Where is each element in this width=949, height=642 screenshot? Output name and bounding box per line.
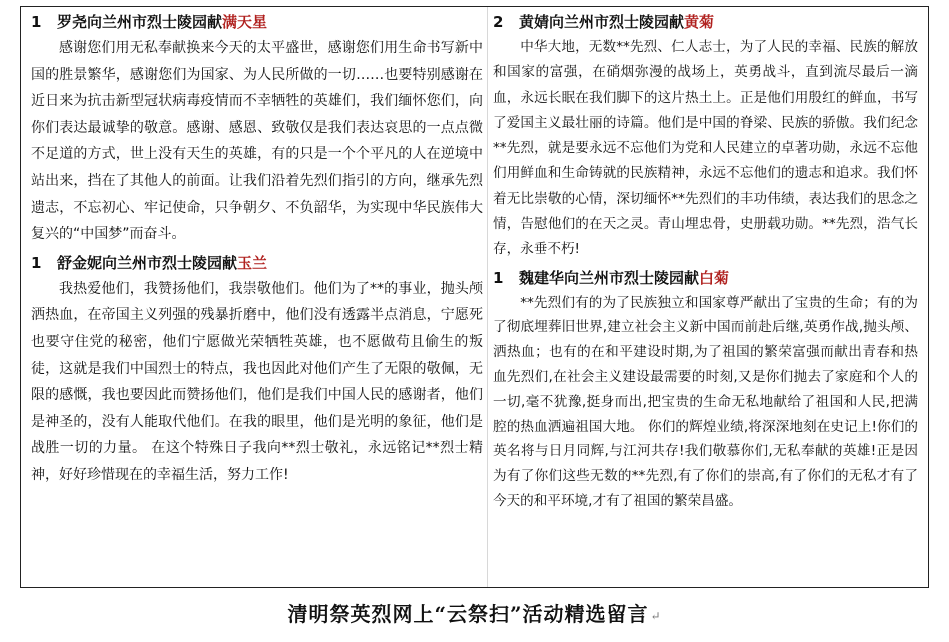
message-body: 感谢您们用无私奉献换来今天的太平盛世，感谢您们用生命书写新中国的胜景繁华，感谢您们为国家、为人民所做的一切……也要特别感谢在近日来为抗击新型冠状病毒疫情而不幸牺牲的英雄们，我们缅怀您们，向你们表达最诚挚的敬意。感谢、感恩、致敬仅是我们表达哀思的一点点微不足道的方式，世上没有天生的英雄，有的只是一个个平凡的人在逆境中站出来，挡在了其他人的前面。让我们沿着先烈们指引的方向，继承先烈遗志，不忘初心、牢记使命，只争朝夕、不负韶华，为实现中华民族伟大复兴的“中国梦”而奋斗。 <box>31 40 483 243</box>
document-frame <box>20 6 929 588</box>
figure-caption <box>0 598 949 627</box>
message-title <box>31 252 483 274</box>
flower-name: 黄菊 <box>684 13 715 31</box>
flower-name: 白菊 <box>699 268 730 287</box>
caption-text: 清明祭英烈网上“云祭扫”活动精选留言 <box>287 602 649 626</box>
message-sender: 舒金妮向兰州市烈士陵园献 <box>57 253 238 272</box>
left-column <box>31 11 483 581</box>
message-sender: 黄婧向兰州市烈士陵园献 <box>519 13 685 31</box>
message-title <box>493 11 918 33</box>
flower-name: 满天星 <box>222 13 268 31</box>
message-number: 2 <box>493 13 504 31</box>
flower-name: 玉兰 <box>237 253 268 272</box>
message-number: 1 <box>31 13 42 31</box>
message-body: 我热爱他们，我赞扬他们，我崇敬他们。他们为了**的事业，抛头颅洒热血，在帝国主义列强的残暴折磨中，他们没有透露半点消息，宁愿死也要守住党的秘密，他们宁愿做光荣牺牲英雄，也不愿做苟且偷生的叛徒，这就是我们中国烈士的特点，我也因此对他们产生了无限的敬佩，无限的感慨，我也要因此而赞扬他们，他们是我们中国人民的感谢者，他们是神圣的，没有人能取代他们。在我的眼里，他们是光明的象征，他们是战胜一切的力量。 在这个特殊日子我向**烈士敬礼，永远铭记**烈士精神，好好珍惜现在的幸福生活，努力工作! <box>31 280 483 483</box>
message-title <box>31 11 483 33</box>
message-title <box>493 267 918 289</box>
message-body: 中华大地，无数**先烈、仁人志士，为了人民的幸福、民族的解放和国家的富强，在硝烟弥漫的战场上，英勇战斗，直到流尽最后一滴血，永远长眠在我们脚下的这片热土上。正是他们用殷红的鲜血，书写了爱国主义最壮丽的诗篇。他们是中国的脊梁、民族的骄傲。我们纪念**先烈，就是要永远不忘他们为党和人民建立的卓著功勋，永远不忘他们用鲜血和生命铸就的民族精神，永远不忘他们的遗志和追求。我们怀着无比崇敬的心情，深切缅怀**先烈们的丰功伟绩，表达我们的思念之情，告慰他们的在天之灵。青山埋忠骨，史册载功勋。**先烈，浩气长存，永垂不朽! <box>493 39 918 258</box>
right-column <box>493 11 918 581</box>
message-sender: 魏建华向兰州市烈士陵园献 <box>519 268 700 287</box>
message-number: 1 <box>493 268 504 287</box>
column-divider <box>487 7 488 587</box>
message-body: **先烈们有的为了民族独立和国家尊严献出了宝贵的生命；有的为了彻底埋葬旧世界,建立社会主义新中国而前赴后继,英勇作战,抛头颅、洒热血；也有的在和平建设时期,为了祖国的繁荣富强而献出青春和热血先烈们,在社会主义建设最需要的时刻,又是你们抛去了家庭和个人的一切,毫不犹豫,挺身而出,把宝贵的生命无私地献给了祖国和人民,把满腔的热血洒遍祖国大地。 你们的辉煌业绩,将深深地刻在史记上!你们的英名将与日月同辉,与江河共存!我们敬慕你们,无私奉献的英雄!正是因为有了你们这些无数的**先烈,有了你们的崇高,有了你们的无私才有了今天的和平环境,才有了祖国的繁荣昌盛。 <box>493 294 918 510</box>
message-sender: 罗尧向兰州市烈士陵园献 <box>57 13 223 31</box>
paragraph-mark-icon: ↵ <box>650 608 662 623</box>
message-number: 1 <box>31 253 42 272</box>
